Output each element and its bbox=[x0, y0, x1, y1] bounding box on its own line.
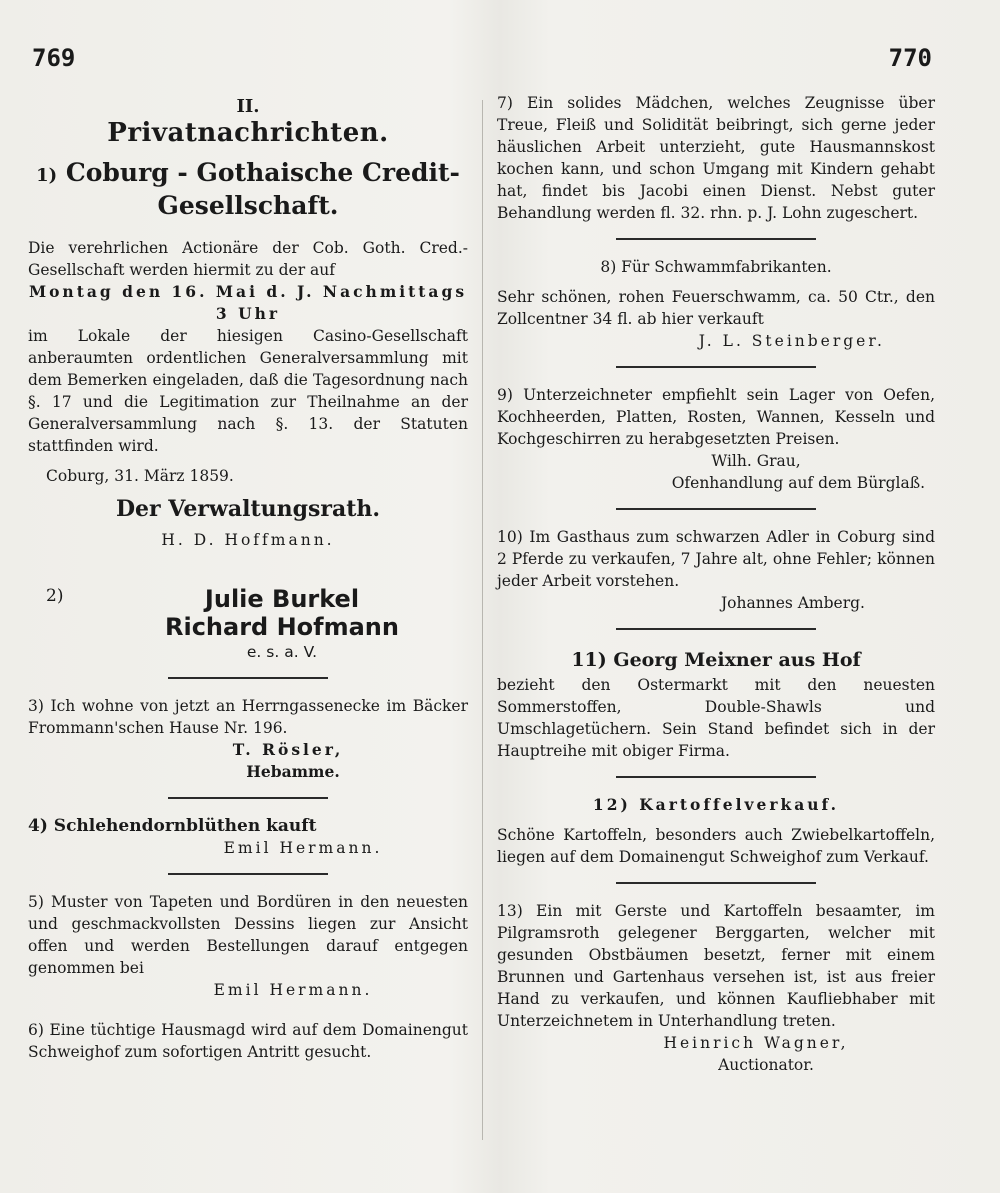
ad-7-text: 7) Ein solides Mädchen, welches Zeugnisse über Treue, Fleiß und Solidität beibringt, sich gerne jeder häuslichen Arbeit unterzieht, gute Hausmannskost kochen kann, und schon Umgang mit Kindern gehabt hat, findet bis Jacobi einen Dienst. Nebst guter Behandlung werden fl. 32. rhn. p. J. Lohn zugeschert. bbox=[497, 94, 935, 222]
separator-2 bbox=[168, 677, 328, 679]
ad-3-signer: T. Rösler, bbox=[232, 740, 344, 759]
ad-9 bbox=[497, 384, 935, 494]
ad-1-board: Der Verwaltungsrath. bbox=[115, 496, 381, 522]
ad-10-text: 10) Im Gasthaus zum schwarzen Adler in Coburg sind 2 Pferde zu verkaufen, 7 Jahre alt, ohne Fehler; können jeder Arbeit vorstehen. bbox=[497, 528, 935, 590]
separator-10 bbox=[616, 628, 816, 630]
ad-7 bbox=[497, 92, 935, 224]
ad-13-role: Auctionator. bbox=[718, 1056, 814, 1074]
ad-13 bbox=[497, 900, 935, 1076]
ad-2-number: 2) bbox=[46, 586, 64, 606]
ad-12-title: 12) Kartoffelverkauf. bbox=[592, 795, 840, 814]
ad-12 bbox=[497, 794, 935, 868]
ad-3-text: 3) Ich wohne von jetzt an Herrngassenecke im Bäcker Frommann'schen Hause Nr. 196. bbox=[28, 697, 468, 737]
ad-1-place-date: Coburg, 31. März 1859. bbox=[46, 467, 234, 485]
ad-6 bbox=[28, 1019, 468, 1063]
ad-6-text: 6) Eine tüchtige Hausmagd wird auf dem Domainengut Schweighof zum sofortigen Antritt gesucht. bbox=[28, 1021, 468, 1061]
ad-1 bbox=[28, 158, 468, 551]
ad-5-text: 5) Muster von Tapeten und Bordüren in den neuesten und geschmackvollsten Dessins liegen zur Ansicht offen und werden Bestellungen darauf entgegen genommen bei bbox=[28, 893, 468, 977]
ad-9-text: 9) Unterzeichneter empfiehlt sein Lager von Oefen, Kochheerden, Platten, Rosten, Wannen, Kesseln und Kochgeschirren zu herabgesetzten Preisen. bbox=[497, 386, 935, 448]
ad-1-date-line: Montag den 16. Mai d. J. Nachmittags 3 Uhr bbox=[28, 282, 468, 323]
ad-4-signer: Emil Hermann. bbox=[223, 839, 383, 857]
separator-8 bbox=[616, 366, 816, 368]
ad-11-head: 11) Georg Meixner aus Hof bbox=[571, 649, 861, 671]
ad-8-signer: J. L. Steinberger. bbox=[698, 332, 885, 350]
right-column bbox=[497, 92, 935, 1082]
ad-5-signer: Emil Hermann. bbox=[213, 981, 373, 999]
ad-2-note: e. s. a. V. bbox=[246, 643, 318, 661]
ad-10-signer: Johannes Amberg. bbox=[720, 594, 865, 612]
ad-13-text: 13) Ein mit Gerste und Kartoffeln besaamter, im Pilgramsroth gelegener Berggarten, welcher mit gesunden Obstbäumen besetzt, ferner mit einem Brunnen und Gartenhaus versehen ist, ist aus freier Hand zu verkaufen, und können Kaufliebhaber mit Unterzeichnetem in Unterhandlung treten. bbox=[497, 902, 935, 1030]
ad-10 bbox=[497, 526, 935, 614]
ad-9-role: Ofenhandlung auf dem Bürglaß. bbox=[671, 474, 925, 492]
ad-2-name2: Richard Hofmann bbox=[165, 613, 399, 641]
separator-7 bbox=[616, 238, 816, 240]
page-number-left: 769 bbox=[32, 44, 76, 72]
separator-12 bbox=[616, 882, 816, 884]
left-column bbox=[28, 92, 468, 1069]
ad-1-heading: Coburg - Gothaische Credit-Gesellschaft. bbox=[65, 158, 460, 220]
ad-8-text: Sehr schönen, rohen Feuerschwamm, ca. 50 Ctr., den Zollcentner 34 fl. ab hier verkauft bbox=[497, 288, 935, 328]
separator-9 bbox=[616, 508, 816, 510]
ad-12-text: Schöne Kartoffeln, besonders auch Zwiebelkartoffeln, liegen auf dem Domainengut Schweighof zum Verkauf. bbox=[497, 826, 935, 866]
page-number-right: 770 bbox=[888, 44, 932, 72]
ad-2-name1: Julie Burkel bbox=[204, 585, 360, 613]
separator-4 bbox=[168, 873, 328, 875]
ad-2 bbox=[28, 585, 468, 663]
ad-1-body2: im Lokale der hiesigen Casino-Gesellschaft anberaumten ordentlichen Generalversammlung mit dem Bemerken eingeladen, daß die Tagesordnung nach §. 17 und die Legitimation zur Theilnahme an der Generalversammlung nach §. 13. der Statuten stattfinden wird. bbox=[28, 327, 468, 455]
ad-3 bbox=[28, 695, 468, 783]
ad-2-row bbox=[28, 585, 468, 663]
column-divider bbox=[482, 100, 483, 1140]
ad-3-role: Hebamme. bbox=[246, 762, 340, 781]
section-number: II. bbox=[236, 96, 260, 117]
ad-4 bbox=[28, 815, 468, 859]
ad-1-title bbox=[28, 158, 468, 221]
ad-1-number: 1) bbox=[36, 165, 58, 186]
section-title: Privatnachrichten. bbox=[107, 118, 389, 148]
ad-11-text: bezieht den Ostermarkt mit den neuesten Sommerstoffen, Double-Shawls und Umschlagetüchern. Sein Stand befindet sich in der Hauptreihe mit obiger Firma. bbox=[497, 676, 935, 760]
ad-5 bbox=[28, 891, 468, 1001]
ad-11 bbox=[497, 646, 935, 762]
ad-8 bbox=[497, 256, 935, 352]
separator-11 bbox=[616, 776, 816, 778]
ad-13-signer: Heinrich Wagner, bbox=[663, 1034, 849, 1052]
ad-4-text: 4) Schlehendornblüthen kauft bbox=[28, 816, 317, 836]
ad-9-signer: Wilh. Grau, bbox=[711, 452, 801, 470]
separator-3 bbox=[168, 797, 328, 799]
ad-1-signer: H. D. Hoffmann. bbox=[161, 531, 335, 549]
ad-8-title: 8) Für Schwammfabrikanten. bbox=[600, 258, 832, 276]
ad-2-names bbox=[96, 585, 468, 663]
ad-1-body1: Die verehrlichen Actionäre der Cob. Goth. Cred.-Gesellschaft werden hiermit zu der auf bbox=[28, 239, 468, 279]
